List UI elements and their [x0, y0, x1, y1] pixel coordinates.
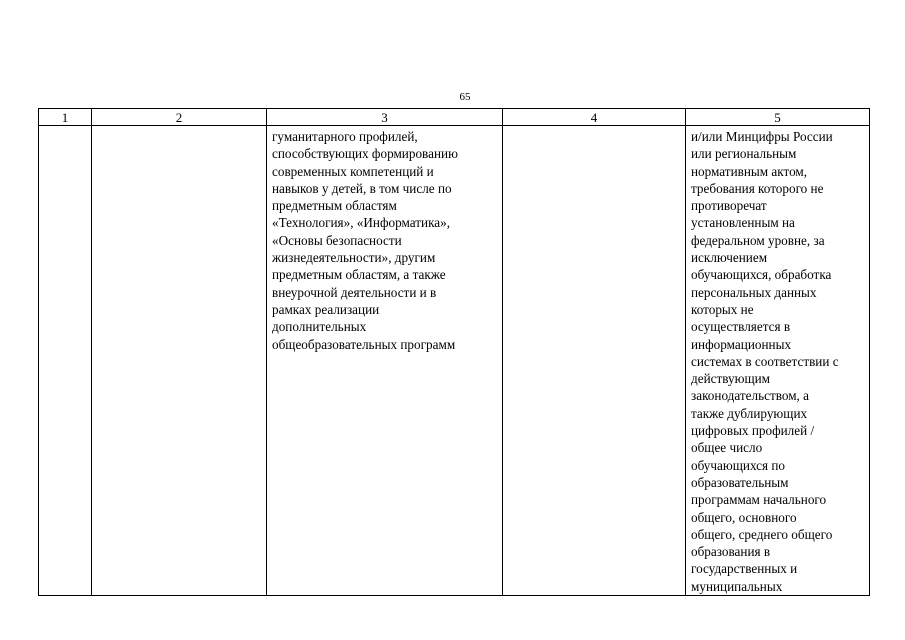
text-line: действующим [691, 371, 771, 387]
text-line: государственных и [691, 561, 798, 577]
text-line: исключением [691, 250, 768, 266]
text-line: обучающихся, обработка [691, 267, 832, 283]
text-line: способствующих формированию [272, 146, 458, 162]
text-line: персональных данных [691, 284, 817, 300]
text-line: общего, основного [691, 509, 797, 525]
text-line: осуществляется в [691, 319, 791, 335]
cell-col-3 [267, 126, 503, 596]
column-header-2: 2 [92, 109, 267, 126]
text-line: «Технология», «Информатика», [272, 215, 451, 231]
cell-col-1 [39, 126, 92, 596]
text-line: современных компетенций и [272, 163, 434, 179]
text-line: гуманитарного профилей, [272, 129, 418, 144]
text-line: программам начального [691, 492, 827, 508]
column-header-5: 5 [686, 109, 870, 126]
text-line: и/или Минцифры России [691, 129, 833, 144]
page-number: 65 [459, 91, 471, 103]
text-line: навыков у детей, в том числе по [272, 180, 452, 196]
text-line: «Основы безопасности [272, 232, 402, 248]
col5-text [686, 126, 869, 595]
text-line: нормативным актом, [691, 163, 808, 179]
table-row [39, 126, 870, 596]
text-line: законодательством, а [691, 388, 809, 404]
col3-text [267, 126, 502, 353]
text-line: жизнедеятельности», другим [272, 250, 436, 266]
text-line: внеурочной деятельности и в [272, 284, 437, 300]
text-line: общее число [691, 440, 763, 456]
column-header-3: 3 [267, 109, 503, 126]
text-line: которых не [691, 301, 754, 317]
text-line: цифровых профилей / [691, 423, 815, 439]
text-line: общего, среднего общего [691, 526, 833, 542]
text-line: федеральном уровне, за [691, 232, 825, 248]
text-line: общеобразовательных программ [272, 336, 456, 352]
cell-col-4 [503, 126, 686, 596]
cell-col-5 [686, 126, 870, 596]
text-line: предметным областям [272, 198, 397, 214]
table-header-row [39, 109, 870, 126]
text-line: рамках реализации [272, 301, 380, 317]
text-line: или региональным [691, 146, 797, 162]
text-line: информационных [691, 336, 792, 352]
text-line: также дублирующих [691, 405, 808, 421]
text-line: противоречат [691, 198, 767, 214]
column-header-1: 1 [39, 109, 92, 126]
text-line: системах в соответствии с [691, 353, 839, 369]
cell-col-2 [92, 126, 267, 596]
document-table [38, 108, 870, 596]
text-line: установленным на [691, 215, 795, 231]
text-line: требования которого не [691, 180, 824, 196]
text-line: предметным областям, а также [272, 267, 446, 283]
text-line: обучающихся по [691, 457, 786, 473]
text-line: образовательным [691, 474, 789, 490]
column-header-4: 4 [503, 109, 686, 126]
text-line: образования в [691, 544, 771, 560]
text-line: дополнительных [272, 319, 367, 335]
text-line: муниципальных [691, 578, 783, 594]
